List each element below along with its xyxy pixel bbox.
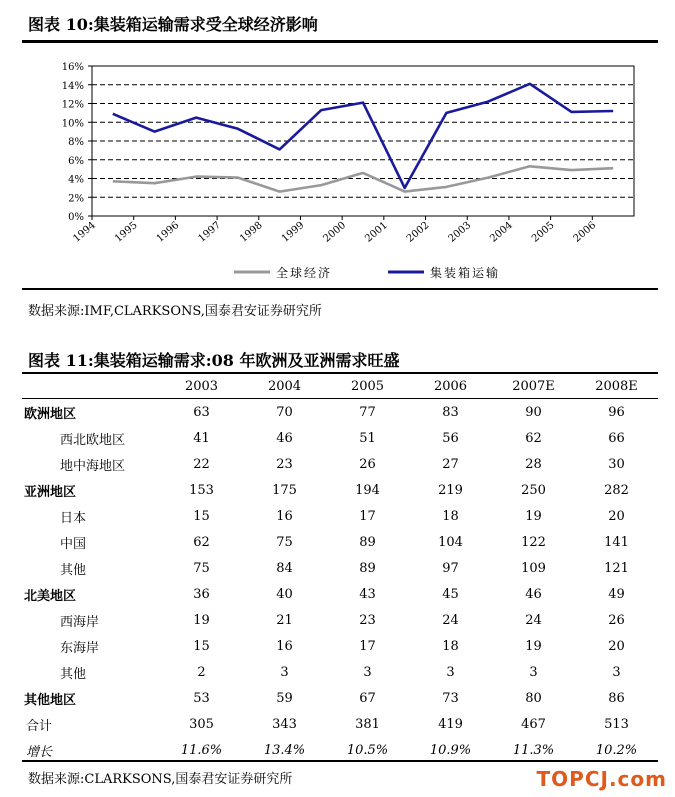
table-cell: 3 [280, 664, 289, 680]
table-cell: 24 [442, 612, 459, 628]
table-cell: 62 [525, 430, 542, 446]
table-cell: 45 [442, 586, 459, 602]
table-cell: 89 [359, 534, 376, 550]
table-cell: 467 [521, 716, 546, 732]
row-label: 合计 [26, 718, 53, 734]
table-cell: 86 [608, 690, 625, 706]
table-cell: 21 [276, 612, 293, 628]
x-tick-label: 1994 [71, 219, 98, 245]
x-tick-label: 2006 [571, 219, 599, 245]
table-row [22, 581, 658, 607]
table-cell: 175 [272, 482, 297, 498]
table-cell: 15 [193, 638, 210, 654]
table-cell: 36 [193, 586, 210, 602]
row-label: 西海岸 [60, 614, 100, 630]
table-header-row [22, 374, 658, 399]
table-cell: 77 [359, 404, 376, 420]
demand-table [22, 374, 658, 763]
row-label: 增长 [26, 744, 53, 760]
table-cell: 3 [529, 664, 538, 680]
figure-10-top-rule [22, 40, 658, 43]
table-cell: 84 [276, 560, 293, 576]
table-cell: 24 [525, 612, 542, 628]
table-cell: 282 [604, 482, 629, 498]
x-tick-label: 2002 [404, 219, 432, 245]
table-cell: 11.6% [180, 742, 223, 758]
table-cell: 96 [608, 404, 625, 420]
site-watermark: TOPCJ.com [536, 767, 667, 791]
column-header: 2006 [433, 378, 468, 394]
table-row [22, 555, 658, 581]
table-cell: 16 [276, 638, 293, 654]
table-cell: 56 [442, 430, 459, 446]
y-tick-label: 12% [61, 99, 84, 111]
table-cell: 53 [193, 690, 210, 706]
table-cell: 30 [608, 456, 625, 472]
table-cell: 18 [442, 638, 459, 654]
table-cell: 305 [189, 716, 214, 732]
table-cell: 153 [189, 482, 214, 498]
table-cell: 121 [604, 560, 629, 576]
row-label: 东海岸 [60, 640, 100, 656]
table-cell: 46 [525, 586, 542, 602]
y-tick-label: 16% [61, 62, 84, 73]
column-header: 2003 [184, 378, 219, 394]
table-cell: 51 [359, 430, 376, 446]
chart-legend [234, 265, 500, 280]
x-axis-ticks [71, 220, 598, 245]
table-cell: 75 [276, 534, 293, 550]
table-cell: 22 [193, 456, 210, 472]
table-cell: 41 [193, 430, 210, 446]
table-cell: 73 [442, 690, 459, 706]
x-tick-label: 2000 [321, 219, 349, 245]
table-cell: 90 [525, 404, 542, 420]
table-row [22, 477, 658, 503]
table-cell: 75 [193, 560, 210, 576]
table-row [22, 711, 658, 737]
x-tick-label: 2004 [488, 219, 515, 245]
row-label: 北美地区 [24, 588, 77, 604]
row-label: 其他地区 [24, 692, 77, 708]
table-row [22, 451, 658, 477]
y-tick-label: 0% [68, 212, 84, 223]
table-cell: 10.9% [429, 742, 472, 758]
table-cell: 109 [521, 560, 546, 576]
table-row [22, 503, 658, 529]
table-cell: 3 [363, 664, 372, 680]
table-cell: 40 [276, 586, 293, 602]
table-cell: 13.4% [263, 742, 306, 758]
column-header: 2007E [512, 378, 555, 394]
row-label: 日本 [60, 510, 87, 526]
table-cell: 343 [272, 716, 297, 732]
table-cell: 10.5% [346, 742, 389, 758]
table-cell: 10.2% [595, 742, 638, 758]
table-cell: 3 [446, 664, 455, 680]
figure-11-title: 图表 11:集装箱运输需求:08 年欧洲及亚洲需求旺盛 [28, 351, 400, 370]
figure-10-title: 图表 10:集装箱运输需求受全球经济影响 [28, 15, 318, 34]
table-cell: 2 [197, 664, 206, 680]
table-row [22, 633, 658, 659]
legend-label-1: 全球经济 [276, 266, 333, 280]
table-row [22, 685, 658, 711]
x-tick-label: 1997 [196, 219, 224, 245]
column-header: 2008E [595, 378, 638, 394]
table-cell: 70 [276, 404, 293, 420]
table-cell: 46 [276, 430, 293, 446]
x-tick-label: 1996 [154, 219, 182, 245]
row-label: 其他 [60, 562, 87, 578]
table-cell: 513 [604, 716, 629, 732]
table-cell: 20 [608, 508, 625, 524]
header-label-cell [22, 374, 160, 399]
table-cell: 19 [525, 508, 542, 524]
legend-label-2: 集装箱运输 [430, 266, 501, 280]
y-tick-label: 2% [68, 193, 84, 205]
figure-10-bottom-rule [22, 288, 658, 290]
table-row [22, 607, 658, 633]
y-axis-ticks [62, 62, 84, 223]
chart-series [113, 84, 613, 192]
table-cell: 23 [276, 456, 293, 472]
table-cell: 26 [359, 456, 376, 472]
table-cell: 67 [359, 690, 376, 706]
row-label: 中国 [60, 536, 87, 552]
table-cell: 19 [525, 638, 542, 654]
table-cell: 17 [359, 508, 376, 524]
series-line-1 [113, 166, 613, 191]
table-cell: 89 [359, 560, 376, 576]
table-cell: 17 [359, 638, 376, 654]
table-cell: 59 [276, 690, 293, 706]
row-label: 西北欧地区 [60, 432, 126, 448]
table-cell: 18 [442, 508, 459, 524]
table-cell: 15 [193, 508, 210, 524]
table-cell: 63 [193, 404, 210, 420]
table-cell: 19 [193, 612, 210, 628]
table-row [22, 399, 658, 426]
table-cell: 194 [355, 482, 380, 498]
y-tick-label: 8% [68, 137, 84, 148]
table-cell: 16 [276, 508, 293, 524]
table-cell: 66 [608, 430, 625, 446]
table-cell: 104 [438, 534, 463, 550]
y-tick-label: 10% [61, 118, 84, 130]
chart-grid [88, 66, 634, 220]
table-cell: 3 [612, 664, 621, 680]
table-cell: 27 [442, 456, 459, 472]
table-cell: 43 [359, 586, 376, 602]
table-cell: 62 [193, 534, 210, 550]
table-cell: 419 [438, 716, 463, 732]
table-cell: 83 [442, 404, 459, 420]
y-tick-label: 6% [68, 155, 84, 167]
table-row [22, 425, 658, 451]
table-row [22, 529, 658, 555]
figure-10-source: 数据来源:IMF,CLARKSONS,国泰君安证券研究所 [28, 304, 322, 319]
table-row [22, 659, 658, 685]
column-header: 2004 [267, 378, 302, 394]
y-tick-label: 4% [68, 174, 84, 186]
row-label: 亚洲地区 [24, 484, 77, 500]
x-tick-label: 2005 [529, 219, 557, 245]
table-cell: 49 [608, 586, 625, 602]
y-tick-label: 14% [61, 80, 84, 92]
table-cell: 141 [604, 534, 629, 550]
table-cell: 28 [525, 456, 542, 472]
x-tick-label: 2001 [363, 219, 390, 245]
row-label: 地中海地区 [60, 458, 126, 474]
table-cell: 11.3% [512, 742, 555, 758]
x-tick-label: 1998 [238, 219, 265, 245]
table-cell: 97 [442, 560, 459, 576]
table-cell: 219 [438, 482, 463, 498]
table-cell: 20 [608, 638, 625, 654]
x-tick-label: 1995 [113, 219, 140, 245]
table-cell: 80 [525, 690, 542, 706]
x-tick-label: 1999 [279, 219, 307, 245]
row-label: 欧洲地区 [24, 406, 77, 422]
table-cell: 250 [521, 482, 546, 498]
line-chart [22, 46, 658, 286]
table-cell: 23 [359, 612, 376, 628]
table-cell: 381 [355, 716, 380, 732]
x-tick-label: 2003 [446, 219, 474, 245]
row-label: 其他 [60, 666, 87, 682]
table-cell: 26 [608, 612, 625, 628]
figure-11-bottom-rule [22, 760, 658, 762]
column-header: 2005 [350, 378, 385, 394]
figure-11-source: 数据来源:CLARKSONS,国泰君安证券研究所 [28, 772, 293, 787]
table-cell: 122 [521, 534, 546, 550]
